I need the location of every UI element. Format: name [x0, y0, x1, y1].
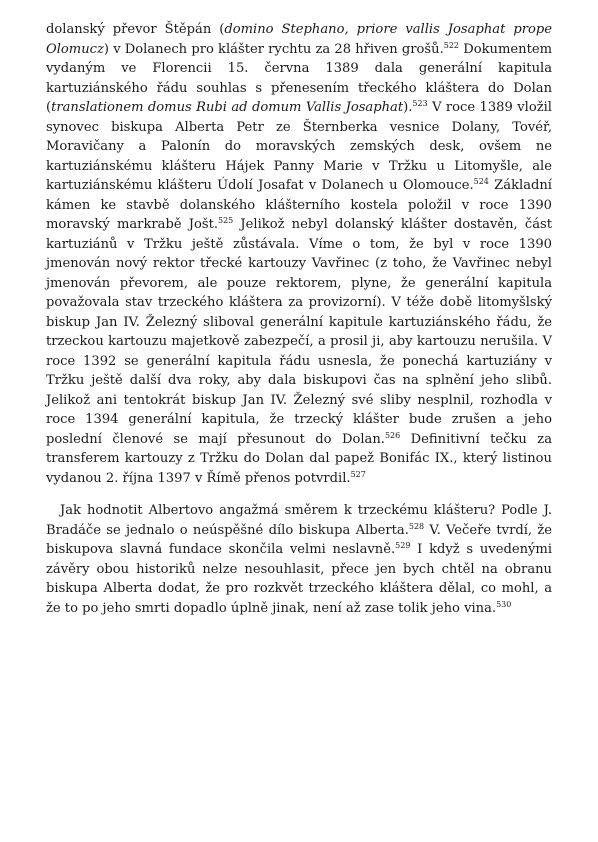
- footnote-ref: 524: [473, 177, 489, 186]
- footnote-ref: 527: [350, 469, 366, 479]
- footnote-ref: 525: [218, 216, 234, 225]
- footnote-ref: 529: [395, 541, 411, 550]
- text-segment: Jak hodnotit Albertovo angažmá směrem k trzeckému klášteru? Podle J. Bradáče se jednalo o neúspěšné dílo biskupa Alberta.: [46, 503, 552, 538]
- footnote-ref: 526: [384, 430, 401, 440]
- footnote-ref: 530: [496, 599, 512, 609]
- text-segment: ).: [403, 100, 413, 115]
- paragraph: [46, 501, 552, 618]
- text-segment: ) v Dolanech pro klášter rychtu za 28 hřiven grošů.: [103, 41, 444, 57]
- text-segment: Dokumentem vydaným ve Florencii 15. června 1389 dala generální kapitula kartuziánského řádu souhlas s přenesením třeckého kláštera do Dolan (: [46, 41, 553, 115]
- footnote-ref: 523: [412, 99, 428, 108]
- text-segment: Základní kámen ke stavbě dolanského klášterního kostela položil v roce 1390 moravský markrabě Jošt.: [46, 178, 552, 232]
- text-segment: Definitivní tečku za transferem kartouzy z Tržku do Dolan dal papež Bonifác IX., který listinou vydanou 2. října 1397 v Římě přenos potvrdil.: [46, 431, 552, 486]
- paragraph: [46, 20, 552, 488]
- text-segment: V roce 1389 vložil synovec biskupa Alberta Petr ze Šternberka vesnice Dolany, Tovéř, Moravičany a Palonín do moravských zemských desk, ovšem ne kartuziánskému klášteru Hájek Panny Marie v Tržku u Litomyšle, ale kartuziánskému klášteru Údolí Josafat v Dolanech u Olomouce.: [46, 100, 552, 193]
- italic-text: translationem domus Rubi ad domum Vallis Josaphat: [51, 100, 404, 115]
- footnote-ref: 528: [408, 521, 425, 531]
- text-segment: Jelikož nebyl dolanský klášter dostavěn, část kartuziánů v Tržku ještě zůstávala. Víme o tom, že byl v roce 1390 jmenován nový rektor třecké kartouzy Vavřinec (z toho, že Vavřinec nebyl jmenován převorem, ale pouze rektorem, plyne, že generální kapitula považovala stav trzeckého kláštera za provizorní). V téže době litomyšlský biskup Jan IV. Železný sliboval generální kapitule kartuziánského řádu, že trzeckou kartouzu majetkově zabezpečí, a prosil ji, aby kartouzu nerušila. V roce 1392 se generální kapitula řádu usnesla, že ponechá kartuziány v Tržku ještě další dva roky, aby dala biskupovi čas na splnění jeho slibů. Jelikož ani tentokrát biskup Jan IV. Železný své sliby nesplnil, rozhodla v roce 1394 generální kapitula, že trzecký klášter bude zrušen a jeho poslední členové se mají přesunout do Dolan.: [46, 217, 552, 447]
- text-segment: V. Večeře tvrdí, že biskupova slavná fundace skončila velmi neslavně.: [46, 522, 552, 557]
- footnote-ref: 522: [443, 40, 460, 50]
- text-segment: dolanský převor Štěpán (: [46, 22, 225, 37]
- document-page: [46, 20, 552, 618]
- italic-text: domino Stephano, priore vallis Josaphat prope Olomucz: [46, 22, 552, 57]
- text-segment: I když s uvedenými závěry obou historiků nelze nesouhlasit, přece jen bych chtěl na obranu biskupa Alberta dodat, že pro rozkvět trzeckého kláštera dělal, co mohl, a že to po jeho smrti dopadlo úplně jinak, není až zase tolik jeho vina.: [46, 542, 553, 616]
